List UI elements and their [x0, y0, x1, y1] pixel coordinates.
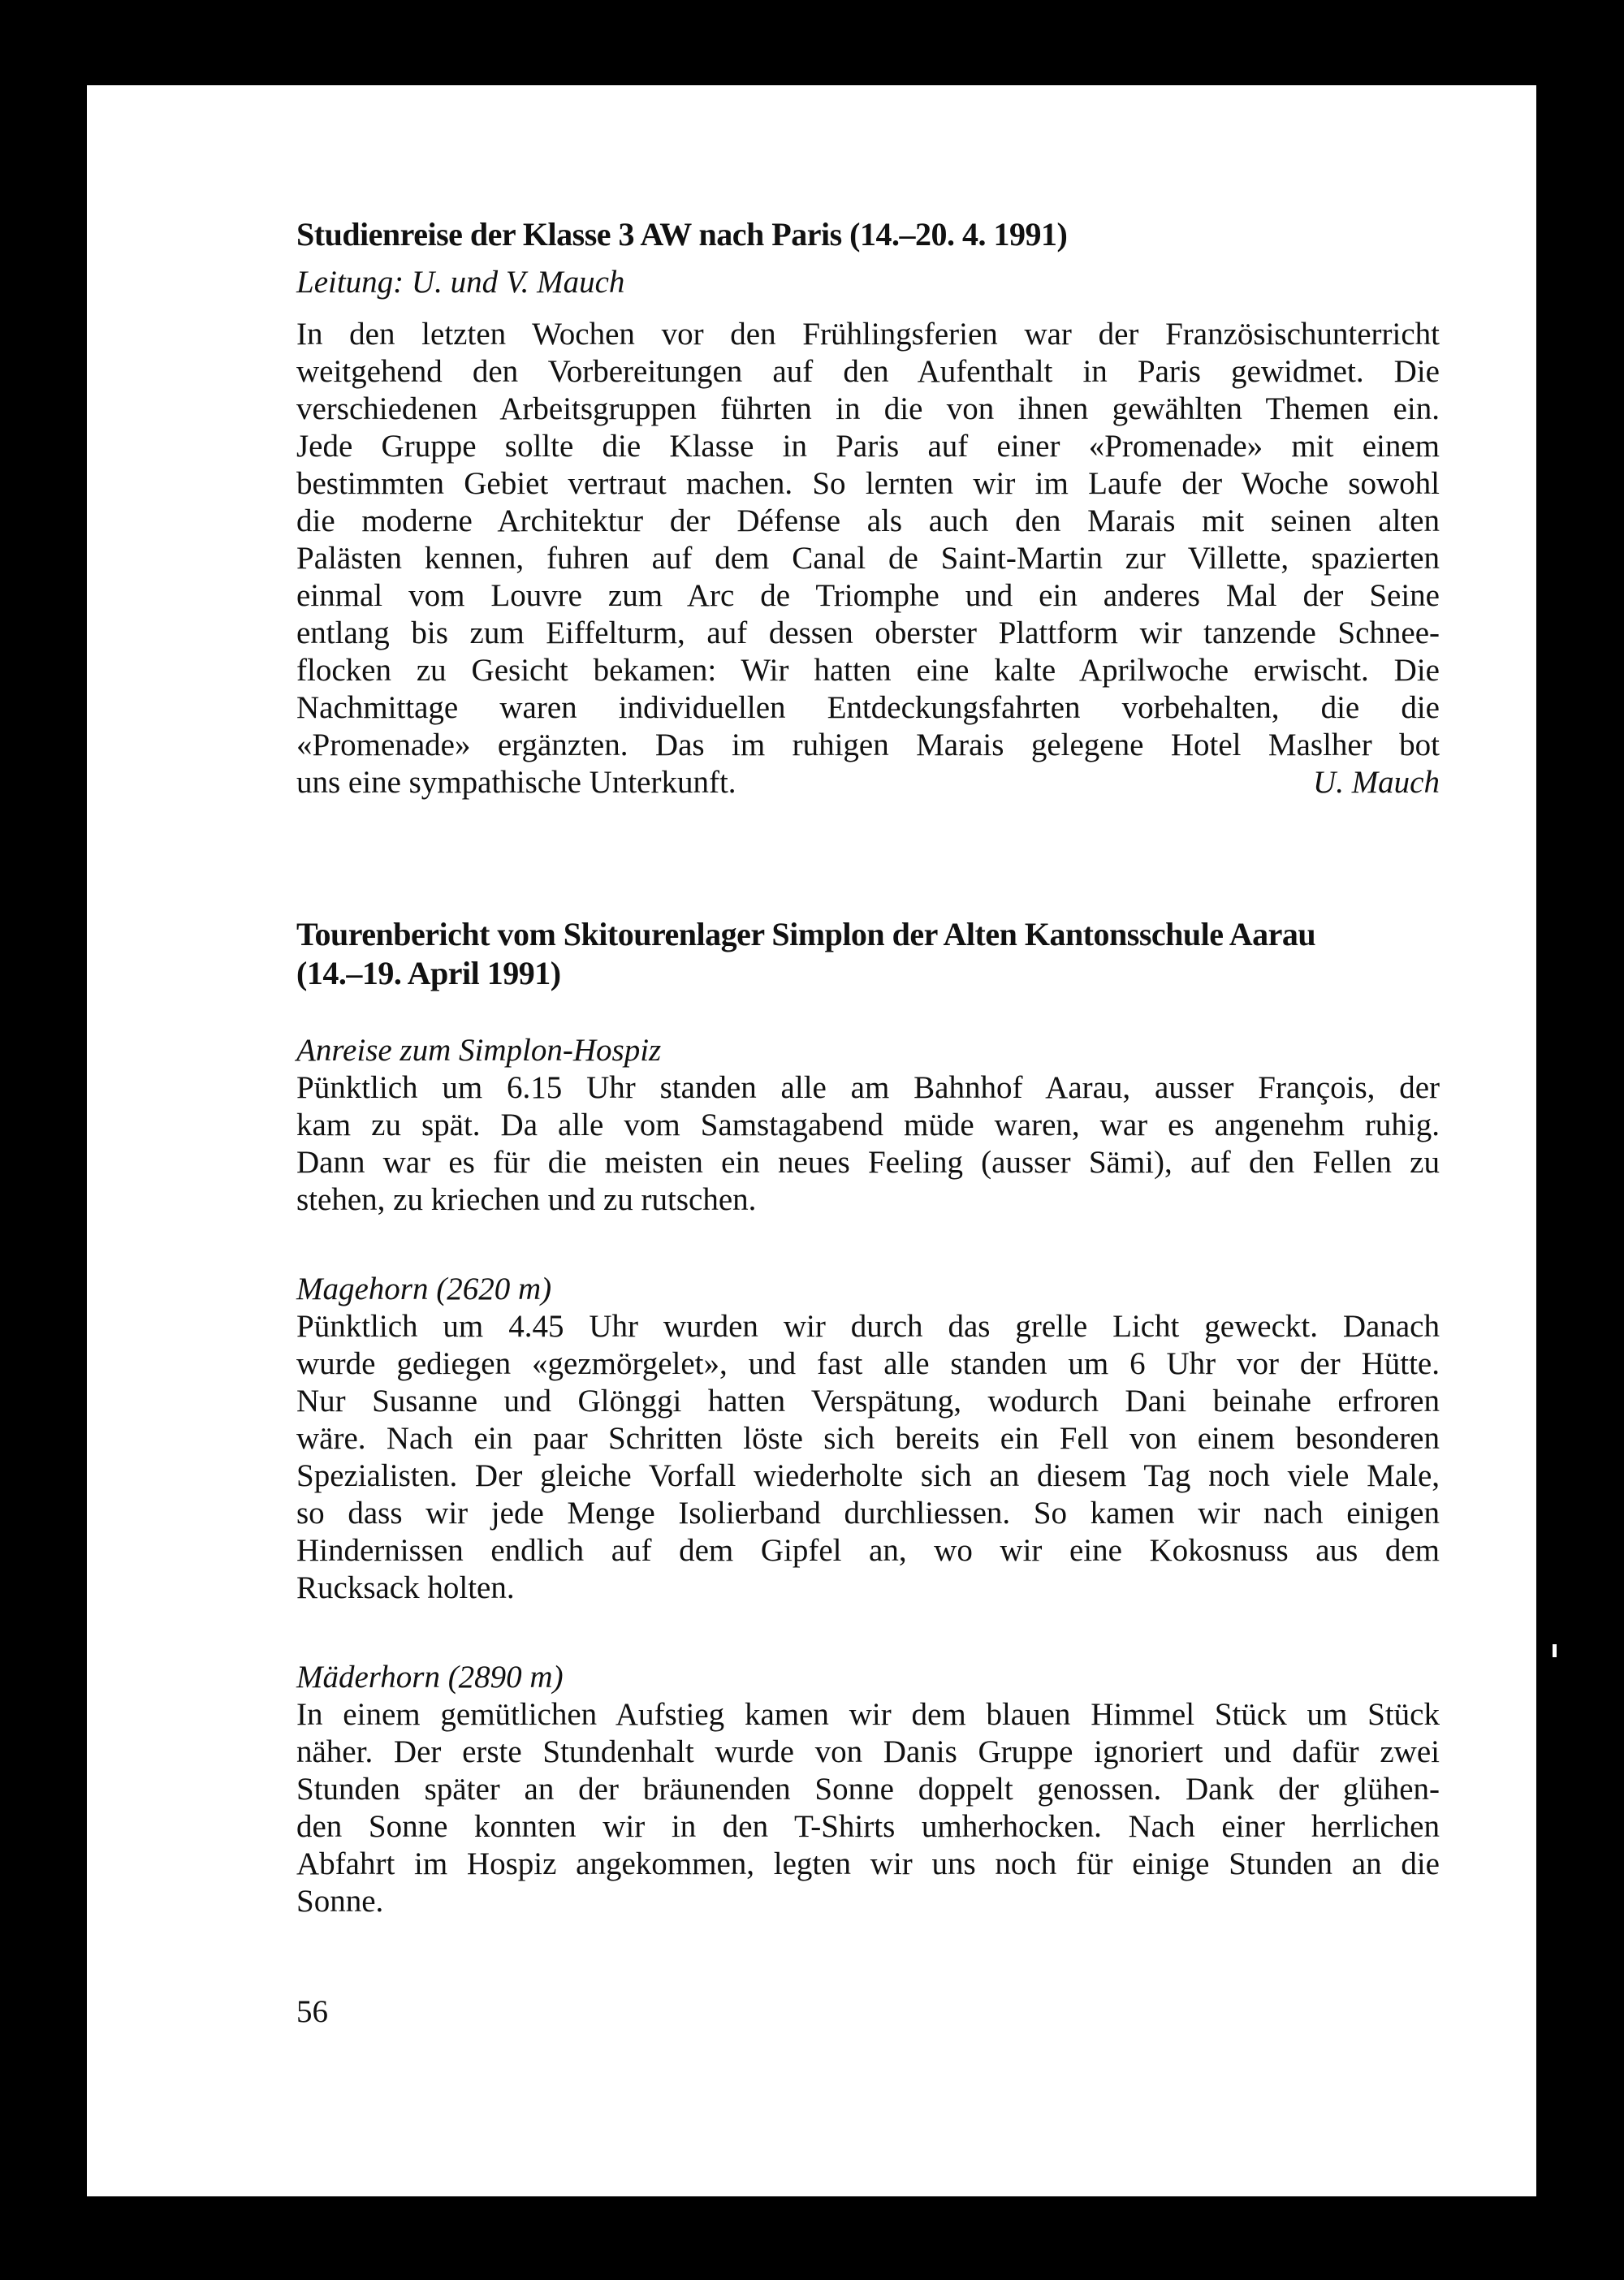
- text-line: bestimmten Gebiet vertraut machen. So lernten wir im Laufe der Woche sowohl: [296, 466, 1440, 501]
- author-signature: U. Mauch: [1313, 765, 1440, 800]
- text-line: den Sonne konnten wir in den T-Shirts umherhocken. Nach einer herrlichen: [296, 1809, 1440, 1844]
- section1-title: Studienreise der Klasse 3 AW nach Paris (14.–20. 4. 1991): [296, 216, 1068, 253]
- part-subtitle-magehorn: Magehorn (2620 m): [296, 1272, 552, 1306]
- text-line: Rucksack holten.: [296, 1570, 515, 1605]
- text-line: Dann war es für die meisten ein neues Feeling (ausser Sämi), auf den Fellen zu: [296, 1145, 1440, 1180]
- text-line: so dass wir jede Menge Isolierband durchliessen. So kamen wir nach einigen: [296, 1496, 1440, 1531]
- text-line: Spezialisten. Der gleiche Vorfall wiederholte sich an diesem Tag noch viele Male,: [296, 1458, 1440, 1493]
- text-line: Pünktlich um 4.45 Uhr wurden wir durch das grelle Licht geweckt. Danach: [296, 1309, 1440, 1344]
- text-line: wäre. Nach ein paar Schritten löste sich bereits ein Fell von einem besonderen: [296, 1421, 1440, 1456]
- text-line: flocken zu Gesicht bekamen: Wir hatten eine kalte Aprilwoche erwischt. Die: [296, 653, 1440, 688]
- text-line: verschiedenen Arbeitsgruppen führten in die von ihnen gewählten Themen ein.: [296, 391, 1440, 426]
- document-page: [87, 85, 1536, 2196]
- text-line: Abfahrt im Hospiz angekommen, legten wir uns noch für einige Stunden an die: [296, 1846, 1440, 1881]
- section2-title: [296, 915, 1440, 993]
- text-line: kam zu spät. Da alle vom Samstagabend müde waren, war es angenehm ruhig.: [296, 1108, 1440, 1142]
- text-line: weitgehend den Vorbereitungen auf den Aufenthalt in Paris gewidmet. Die: [296, 354, 1440, 389]
- text-line: näher. Der erste Stundenhalt wurde von Danis Gruppe ignoriert und dafür zwei: [296, 1734, 1440, 1769]
- page-number: 56: [296, 1994, 328, 2029]
- part-body-maederhorn: [296, 1696, 1440, 1920]
- text-line: wurde gediegen «gezmörgelet», und fast alle standen um 6 Uhr vor der Hütte.: [296, 1346, 1440, 1381]
- text-line: die moderne Architektur der Défense als auch den Marais mit seinen alten: [296, 503, 1440, 538]
- text-line: Hindernissen endlich auf dem Gipfel an, wo wir eine Kokosnuss aus dem: [296, 1533, 1440, 1568]
- text-line: stehen, zu kriechen und zu rutschen.: [296, 1182, 757, 1217]
- text-line: entlang bis zum Eiffelturm, auf dessen oberster Plattform wir tanzende Schnee-: [296, 615, 1440, 650]
- text-line: Pünktlich um 6.15 Uhr standen alle am Bahnhof Aarau, ausser François, der: [296, 1070, 1440, 1105]
- scan-speck: [1553, 1644, 1557, 1657]
- page-content: [296, 215, 1440, 1920]
- text-line: Jede Gruppe sollte die Klasse in Paris auf einer «Promenade» mit einem: [296, 429, 1440, 464]
- part-body-anreise: [296, 1069, 1440, 1219]
- text-line: «Promenade» ergänzten. Das im ruhigen Marais gelegene Hotel Maslher bot: [296, 728, 1440, 762]
- text-line: einmal vom Louvre zum Arc de Triomphe und ein anderes Mal der Seine: [296, 578, 1440, 613]
- text-line: Palästen kennen, fuhren auf dem Canal de Saint-Martin zur Villette, spazierten: [296, 541, 1440, 576]
- section1-body: [296, 316, 1440, 801]
- text-line: Stunden später an der bräunenden Sonne doppelt genossen. Dank der glühen-: [296, 1772, 1440, 1807]
- text-line: Nur Susanne und Glönggi hatten Verspätung, wodurch Dani beinahe erfroren: [296, 1384, 1440, 1419]
- text-line: In den letzten Wochen vor den Frühlingsferien war der Französischunterricht: [296, 317, 1440, 352]
- text-line: Nachmittage waren individuellen Entdeckungsfahrten vorbehalten, die die: [296, 690, 1440, 725]
- section2-title-line1: Tourenbericht vom Skitourenlager Simplon der Alten Kantonsschule Aarau: [296, 916, 1316, 952]
- signature-line: [296, 764, 1440, 801]
- section2-title-line2: (14.–19. April 1991): [296, 955, 561, 991]
- part-subtitle-anreise: Anreise zum Simplon-Hospiz: [296, 1033, 662, 1068]
- part-body-magehorn: [296, 1308, 1440, 1607]
- text-line: Sonne.: [296, 1884, 384, 1919]
- part-subtitle-maederhorn: Mäderhorn (2890 m): [296, 1660, 564, 1695]
- text-line: uns eine sympathische Unterkunft.: [296, 765, 736, 800]
- section1-leitung: Leitung: U. und V. Mauch: [296, 265, 625, 300]
- text-line: In einem gemütlichen Aufstieg kamen wir dem blauen Himmel Stück um Stück: [296, 1697, 1440, 1732]
